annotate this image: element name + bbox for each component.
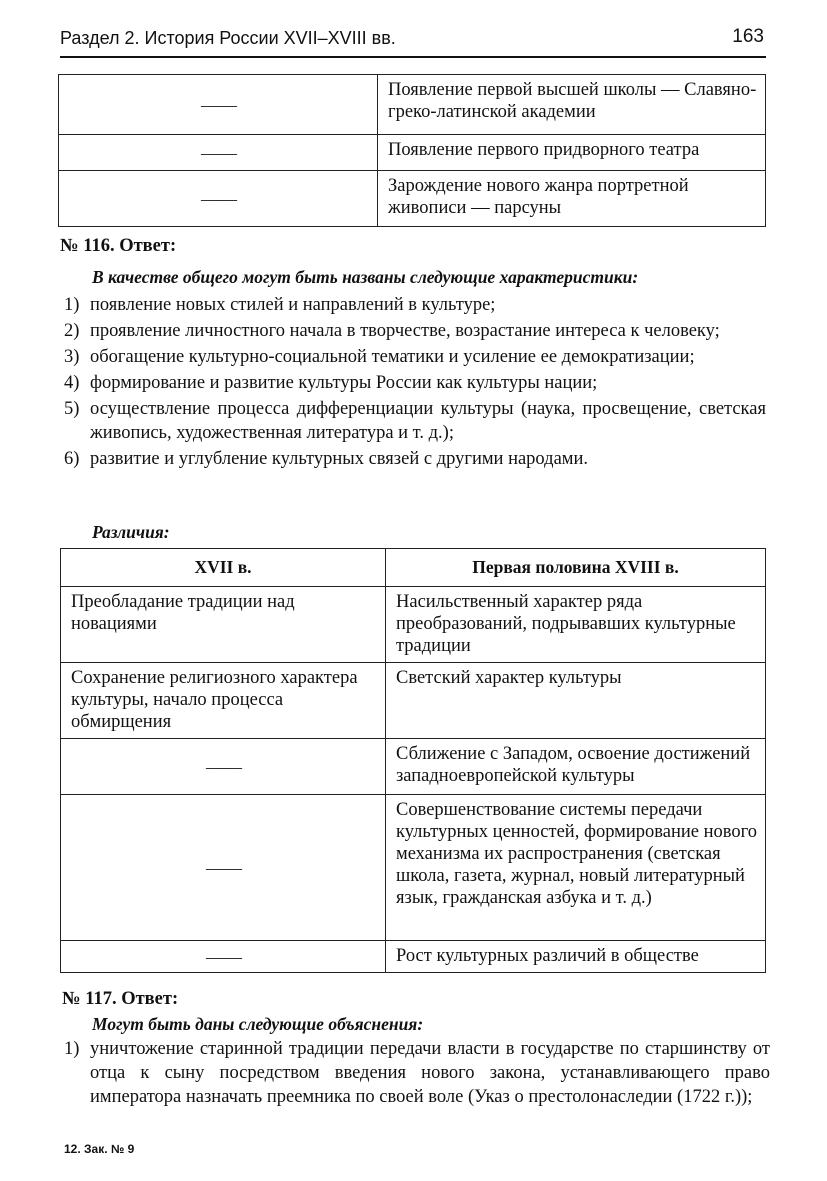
table-cell: Насильственный характер ряда преобразований, подрывавших культурные традиции — [386, 587, 766, 663]
section-title: Раздел 2. История России XVII–XVIII вв. — [60, 28, 396, 48]
explanations-list — [64, 1037, 770, 1111]
table-row — [59, 171, 766, 227]
table-cell: —— — [59, 135, 378, 171]
list-item: 1) появление новых стилей и направлений в культуре; — [64, 295, 496, 315]
table-cell: —— — [59, 75, 378, 135]
list-item: 4) формирование и развитие культуры России как культуры нации; — [64, 373, 598, 393]
column-header: XVII в. — [61, 549, 386, 587]
table-cell: —— — [61, 941, 386, 973]
table-cell: —— — [61, 795, 386, 941]
table-cell: —— — [61, 739, 386, 795]
answer-116-subheading: В качестве общего могут быть названы следующие характеристики: — [92, 267, 639, 287]
table-row — [61, 663, 766, 739]
column-header: Первая половина XVIII в. — [386, 549, 766, 587]
answer-117-heading: № 117. Ответ: — [62, 989, 179, 1009]
table-header-row — [61, 549, 766, 587]
table-cell: Светский характер культуры — [386, 663, 766, 739]
table-row — [61, 587, 766, 663]
answer-116-heading: № 116. Ответ: — [60, 236, 177, 256]
table-cell: Рост культурных различий в обществе — [386, 941, 766, 973]
list-item: 1) уничтожение старинной традиции передачи власти в государстве по старшинству от отца к сыну посредством введения нового закона, устанавливающего право императора назначать преемника по своей воле (Указ о престолонаследии (1722 г.)); — [64, 1039, 770, 1107]
culture-table-top — [58, 74, 766, 227]
table-row — [59, 135, 766, 171]
page-number: 163 — [732, 26, 764, 47]
table-cell: Сближение с Западом, освоение достижений западноевропейской культуры — [386, 739, 766, 795]
table-row — [61, 795, 766, 941]
list-item: 3) обогащение культурно-социальной тематики и усиление ее демократизации; — [64, 347, 695, 367]
table-row — [61, 941, 766, 973]
table-cell: —— — [59, 171, 378, 227]
table-cell: Сохранение религиозного характера культуры, начало процесса обмирщения — [61, 663, 386, 739]
answer-117-subheading: Могут быть даны следующие объяснения: — [92, 1014, 424, 1034]
table-row — [59, 75, 766, 135]
characteristics-list — [64, 293, 766, 473]
print-footer: 12. Зак. № 9 — [64, 1142, 135, 1156]
list-item: 6) развитие и углубление культурных связей с другими народами. — [64, 449, 589, 469]
table-cell: Появление первой высшей школы — Славяно-греко-латинской академии — [378, 75, 766, 135]
table-cell: Появление первого придворного театра — [378, 135, 766, 171]
differences-table — [60, 548, 766, 973]
list-item: 2) проявление личностного начала в творчестве, возрастание интереса к человеку; — [64, 321, 720, 341]
table-cell: Зарождение нового жанра портретной живописи — парсуны — [378, 171, 766, 227]
list-item: 5) осуществление процесса дифференциации культуры (наука, просвещение, светская живопись, художественная литература и т. д.); — [64, 399, 766, 443]
differences-label: Различия: — [92, 522, 170, 542]
page-header — [60, 26, 766, 58]
table-row — [61, 739, 766, 795]
table-cell: Совершенствование системы передачи культурных ценностей, формирование нового механизма их распространения (светская школа, газета, журнал, новый литературный язык, гражданская азбука и т. д.) — [386, 795, 766, 941]
table-cell: Преобладание традиции над новациями — [61, 587, 386, 663]
